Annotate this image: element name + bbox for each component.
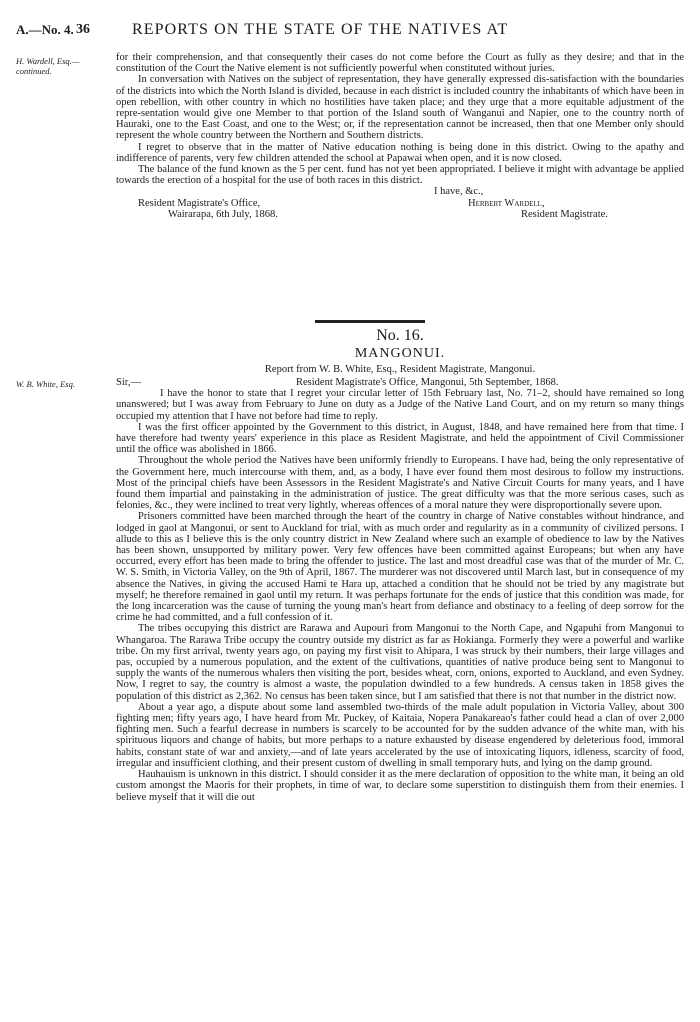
office-date: Wairarapa, 6th July, 1868. bbox=[168, 208, 278, 220]
white-report bbox=[116, 377, 684, 803]
dateline: Resident Magistrate's Office, Mangonui, 5th September, 1868. bbox=[296, 377, 559, 388]
salutation: Sir,— bbox=[116, 377, 141, 388]
paragraph: Hauhauism is unknown in this district. I should consider it as the mere declaration of opposition to the white man, it being an old custom amongst the Maoris for their prophets, in time of war, to declare some superstition to distinguish them from their enemies. I believe myself that it will die out bbox=[116, 769, 684, 803]
section-place: MANGONUI. bbox=[354, 346, 446, 361]
margin-note-name: H. Wardell, Esq.— bbox=[16, 56, 80, 66]
closing: I have, &c., bbox=[434, 186, 484, 198]
paragraph: The balance of the fund known as the 5 per cent. fund has not yet been appropriated. I believe it might with advantage be applied towards the erection of a hospital for the use of both races in this district. bbox=[116, 164, 684, 187]
signer-title: Resident Magistrate. bbox=[521, 208, 608, 220]
section-divider bbox=[315, 320, 425, 323]
paragraph: Throughout the whole period the Natives have been uniformly friendly to Europeans. I have had, being the only representative of the Government here, much intercourse with them, and, as a body, I have ever found them most desirous to follow my instructions. Most of the principal chiefs have been Assessors in the Resident Magistrate's and Native Circuit Courts for many years, and I have found them impartial and painstaking in the administration of justice. The great difficulty was that the more serious cases, such as felonies, &c., they were inclined to treat very lightly, whereas offences of a moral nature they were disproportionally severe upon. bbox=[116, 455, 684, 512]
paragraph: I have the honor to state that I regret your circular letter of 15th February last, No. 71–2, should have remained so long unanswered; but I was away from February to June on duty as a Judge of the Native Land Court, and on my return so many things occupied my attention that I have not before had time to reply. bbox=[116, 388, 684, 422]
closing-row bbox=[116, 186, 684, 197]
page-header bbox=[16, 22, 680, 44]
office-line: Resident Magistrate's Office, bbox=[138, 197, 261, 209]
paragraph: Prisoners committed have been marched through the heart of the country in charge of Native constables without hindrance, and lodged in gaol at Mangonui, or sent to Auckland for trial, with as much order and regularity as in a community of civilized persons. I allude to this as I believe this is the only country district in New Zealand where such an example of obedience to law by the Natives has been shown, unsupported by military power. Very few offences have been committed against Europeans; but when any have occurred, every effort has been made to bring the offender to justice. The last and most dreadful case was that of the murder of Mr. C. W. S. Smith, in Victoria Valley, on the 9th of April, 1867. The murderer was not discovered until March last, but in consequence of my absence the Natives, in giving the accused Hami te Hara up, attached a condition that he should not be tried by any magistrate but myself; he therefore remained in gaol until my return. It was perhaps fortunate for the ends of justice that this condition was made, for the long incarceration was the cause of turning the young man's heart from defiance and obstinacy to a feeling of deep sorrow for the crime he had committed, and a full confession of it. bbox=[116, 511, 684, 624]
report-heading: Report from W. B. White, Esq., Resident Magistrate, Mangonui. bbox=[264, 364, 536, 375]
signature-row-1 bbox=[116, 198, 684, 209]
paragraph: The tribes occupying this district are Rarawa and Aupouri from Mangonui to the North Cape, and Ngapuhi from Mangonui to Whangaroa. The Rarawa Tribe occupy the country outside my district as far as Hokianga. Formerly they were a powerful and warlike tribe. On my first arrival, twenty years ago, on paying my first visit to Ahipara, I was struck by their numbers, their large villages and pas, occupied by a numerous population, and the extent of the cultivations, quantities of native produce being sent to Mangonui to supply the wants of the numerous whalers then visiting the port, besides wheat, corn, onions, exported to Auckland, and even Sydney. Now, I regret to say, the country is almost a waste, the population dwindled to a few hundreds. A census taken in 1858 gives the population of this district as 2,362. No census has been taken since, but I am satisfied that there is not that number in the district now. bbox=[116, 623, 684, 702]
paper-reference: A.—No. 4. bbox=[16, 22, 74, 37]
running-title: REPORTS ON THE STATE OF THE NATIVES AT bbox=[132, 21, 509, 38]
paragraph: for their comprehension, and that consequently their cases do not come before the Court as fully as they desire; and that in the constitution of the Court the Native element is not sufficiently powerful when constituted without juries. bbox=[116, 52, 684, 75]
signature-row-2 bbox=[116, 209, 684, 220]
paragraph: In conversation with Natives on the subject of representation, they have generally expressed dis-satisfaction with the boundaries of the districts into which the North Island is divided, because in each district is included country the inhabitants of which have been in open rebellion, with other country in which no hostilities have taken place; and they urge that a more equitable adjustment of the repre-sentation would give one Member to that portion of the Island south of Wanganui and Napier, one to the country north of Hauraki, one to the East Coast, and one to the West; or, if the representation cannot be increased, then that one Member only should represent the whole country between the Northern and Southern districts. bbox=[116, 74, 684, 142]
margin-note-white: W. B. White, Esq. bbox=[16, 379, 75, 389]
margin-note-wardell bbox=[16, 56, 116, 76]
salutation-row bbox=[116, 377, 684, 388]
margin-note-continued: continued. bbox=[16, 66, 52, 76]
paragraph: About a year ago, a dispute about some land assembled two-thirds of the male adult population in Victoria Valley, about 300 fighting men; fifty years ago, I have heard from Mr. Puckey, of Kaitaia, Nopera Panakareao's father could head a clan of over 2,000 fighting men. Such a fearful decrease in numbers is scarcely to be accounted for by the sudden advance of the white man, with his spirituous liquors and change of habits, but more perhaps to a nature exhausted by disease engendered by deleterious food, immoral habits, constant state of war and anxiety,—and of late years accelerated by the use of intoxicating liquors, idleness, scarcity of food, irregular and insufficient clothing, and their present custom of dwelling in small temporary huts, and lying on the damp ground. bbox=[116, 701, 684, 769]
section-number: No. 16. bbox=[376, 327, 424, 344]
paragraph: I regret to observe that in the matter of Native education nothing is being done in this district. Owing to the apathy and indifference of parents, very few children attended the school at Papawai when open, and it is now closed. bbox=[116, 141, 684, 164]
paragraph: I was the first officer appointed by the Government to this district, in August, 1848, and have remained here from that time. I have therefore had twenty years' experience in this place as Resident Magistrate, and held the appointment of Civil Commissioner until the office was abolished in 1866. bbox=[116, 421, 684, 456]
wardell-report bbox=[116, 52, 684, 220]
page-number: 36 bbox=[76, 22, 90, 37]
signer-name: Herbert Wardell, bbox=[468, 197, 545, 209]
